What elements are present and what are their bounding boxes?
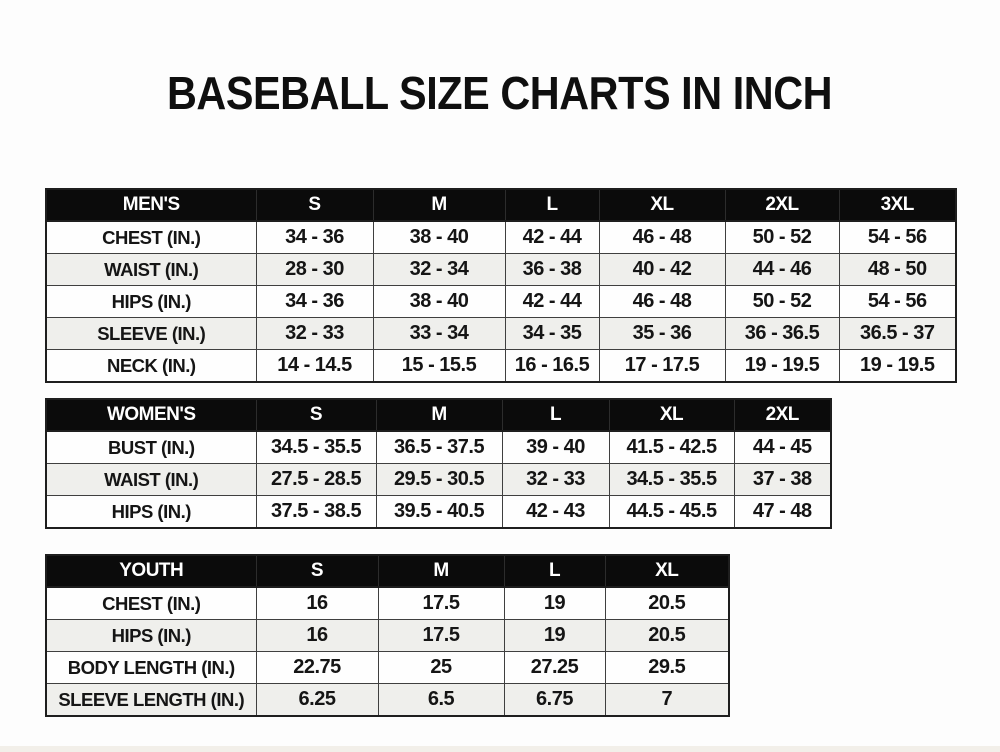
youth-data-cell: 29.5 xyxy=(605,652,729,684)
youth-data-cell: 20.5 xyxy=(605,587,729,620)
youth-table-row xyxy=(46,620,729,652)
womens-data-cell: 34.5 - 35.5 xyxy=(256,431,376,464)
youth-data-cell: 22.75 xyxy=(256,652,378,684)
womens-table-title: WOMEN'S xyxy=(46,399,256,431)
womens-size-table-container xyxy=(45,398,832,529)
youth-table-row xyxy=(46,587,729,620)
mens-data-cell: 19 - 19.5 xyxy=(839,350,956,383)
youth-data-cell: 19 xyxy=(504,587,605,620)
mens-data-cell: 36.5 - 37 xyxy=(839,318,956,350)
youth-row-label: SLEEVE LENGTH (IN.) xyxy=(46,684,256,717)
mens-data-cell: 34 - 36 xyxy=(256,286,373,318)
youth-data-cell: 6.25 xyxy=(256,684,378,717)
womens-header-row xyxy=(46,399,831,431)
womens-table-row xyxy=(46,431,831,464)
youth-header-row xyxy=(46,555,729,587)
youth-table-title: YOUTH xyxy=(46,555,256,587)
womens-row-label: BUST (IN.) xyxy=(46,431,256,464)
mens-table-row xyxy=(46,318,956,350)
womens-row-label: HIPS (IN.) xyxy=(46,496,256,529)
mens-row-label: WAIST (IN.) xyxy=(46,254,256,286)
womens-data-cell: 37.5 - 38.5 xyxy=(256,496,376,529)
womens-data-cell: 37 - 38 xyxy=(734,464,831,496)
mens-table-row xyxy=(46,286,956,318)
mens-size-column-3xl: 3XL xyxy=(839,189,956,221)
youth-data-cell: 25 xyxy=(378,652,504,684)
mens-data-cell: 48 - 50 xyxy=(839,254,956,286)
womens-data-cell: 41.5 - 42.5 xyxy=(609,431,734,464)
mens-data-cell: 40 - 42 xyxy=(599,254,725,286)
mens-data-cell: 14 - 14.5 xyxy=(256,350,373,383)
youth-data-cell: 17.5 xyxy=(378,587,504,620)
mens-row-label: CHEST (IN.) xyxy=(46,221,256,254)
mens-size-column-2xl: 2XL xyxy=(725,189,839,221)
mens-data-cell: 38 - 40 xyxy=(373,221,505,254)
page-bottom-edge-artifact xyxy=(0,746,1000,752)
mens-header-row xyxy=(46,189,956,221)
womens-size-column-2xl: 2XL xyxy=(734,399,831,431)
womens-table-row xyxy=(46,464,831,496)
youth-size-table xyxy=(45,554,730,717)
mens-table-row xyxy=(46,221,956,254)
womens-size-column-l: L xyxy=(502,399,609,431)
womens-data-cell: 32 - 33 xyxy=(502,464,609,496)
womens-data-cell: 42 - 43 xyxy=(502,496,609,529)
youth-data-cell: 16 xyxy=(256,620,378,652)
youth-size-column-s: S xyxy=(256,555,378,587)
youth-data-cell: 19 xyxy=(504,620,605,652)
womens-data-cell: 44 - 45 xyxy=(734,431,831,464)
youth-table-row xyxy=(46,684,729,717)
youth-row-label: BODY LENGTH (IN.) xyxy=(46,652,256,684)
youth-data-cell: 7 xyxy=(605,684,729,717)
mens-data-cell: 32 - 33 xyxy=(256,318,373,350)
womens-size-column-m: M xyxy=(376,399,502,431)
mens-table-title: MEN'S xyxy=(46,189,256,221)
womens-size-column-xl: XL xyxy=(609,399,734,431)
youth-data-cell: 20.5 xyxy=(605,620,729,652)
womens-data-cell: 47 - 48 xyxy=(734,496,831,529)
womens-data-cell: 39 - 40 xyxy=(502,431,609,464)
womens-data-cell: 44.5 - 45.5 xyxy=(609,496,734,529)
womens-data-cell: 39.5 - 40.5 xyxy=(376,496,502,529)
womens-data-cell: 29.5 - 30.5 xyxy=(376,464,502,496)
mens-data-cell: 32 - 34 xyxy=(373,254,505,286)
womens-data-cell: 27.5 - 28.5 xyxy=(256,464,376,496)
youth-data-cell: 17.5 xyxy=(378,620,504,652)
mens-data-cell: 19 - 19.5 xyxy=(725,350,839,383)
womens-size-table xyxy=(45,398,832,529)
mens-data-cell: 46 - 48 xyxy=(599,286,725,318)
mens-data-cell: 54 - 56 xyxy=(839,286,956,318)
page-title: BASEBALL SIZE CHARTS IN INCH xyxy=(167,67,833,119)
mens-data-cell: 36 - 36.5 xyxy=(725,318,839,350)
womens-data-cell: 34.5 - 35.5 xyxy=(609,464,734,496)
mens-data-cell: 50 - 52 xyxy=(725,221,839,254)
youth-data-cell: 6.5 xyxy=(378,684,504,717)
mens-data-cell: 34 - 35 xyxy=(505,318,599,350)
page-title-row xyxy=(0,66,1000,120)
mens-row-label: HIPS (IN.) xyxy=(46,286,256,318)
mens-size-column-xl: XL xyxy=(599,189,725,221)
youth-table-row xyxy=(46,652,729,684)
mens-row-label: SLEEVE (IN.) xyxy=(46,318,256,350)
mens-data-cell: 50 - 52 xyxy=(725,286,839,318)
youth-data-cell: 27.25 xyxy=(504,652,605,684)
mens-data-cell: 54 - 56 xyxy=(839,221,956,254)
mens-size-table-container xyxy=(45,188,957,383)
youth-data-cell: 6.75 xyxy=(504,684,605,717)
mens-data-cell: 35 - 36 xyxy=(599,318,725,350)
mens-data-cell: 44 - 46 xyxy=(725,254,839,286)
mens-data-cell: 16 - 16.5 xyxy=(505,350,599,383)
mens-data-cell: 38 - 40 xyxy=(373,286,505,318)
mens-data-cell: 17 - 17.5 xyxy=(599,350,725,383)
mens-table-row xyxy=(46,254,956,286)
mens-data-cell: 42 - 44 xyxy=(505,221,599,254)
womens-size-column-s: S xyxy=(256,399,376,431)
mens-data-cell: 36 - 38 xyxy=(505,254,599,286)
mens-data-cell: 28 - 30 xyxy=(256,254,373,286)
mens-data-cell: 42 - 44 xyxy=(505,286,599,318)
youth-row-label: HIPS (IN.) xyxy=(46,620,256,652)
youth-size-column-l: L xyxy=(504,555,605,587)
womens-data-cell: 36.5 - 37.5 xyxy=(376,431,502,464)
womens-table-row xyxy=(46,496,831,529)
mens-size-column-s: S xyxy=(256,189,373,221)
mens-data-cell: 46 - 48 xyxy=(599,221,725,254)
youth-size-column-xl: XL xyxy=(605,555,729,587)
mens-size-column-m: M xyxy=(373,189,505,221)
mens-row-label: NECK (IN.) xyxy=(46,350,256,383)
youth-data-cell: 16 xyxy=(256,587,378,620)
mens-size-column-l: L xyxy=(505,189,599,221)
youth-row-label: CHEST (IN.) xyxy=(46,587,256,620)
mens-size-table xyxy=(45,188,957,383)
mens-data-cell: 33 - 34 xyxy=(373,318,505,350)
youth-size-table-container xyxy=(45,554,730,717)
womens-row-label: WAIST (IN.) xyxy=(46,464,256,496)
youth-size-column-m: M xyxy=(378,555,504,587)
mens-table-row xyxy=(46,350,956,383)
mens-data-cell: 34 - 36 xyxy=(256,221,373,254)
mens-data-cell: 15 - 15.5 xyxy=(373,350,505,383)
